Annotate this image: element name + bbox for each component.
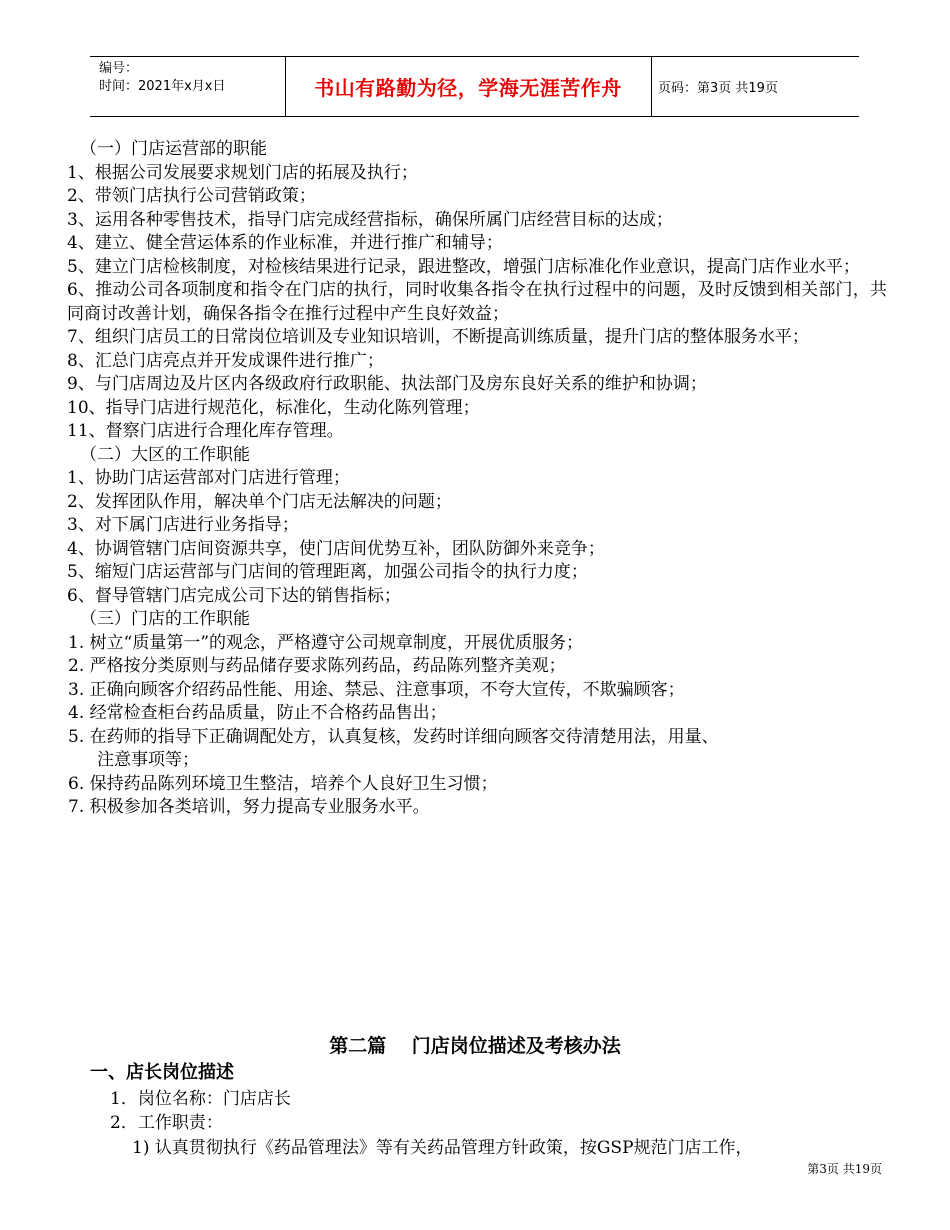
list-item: 2. 严格按分类原则与药品储存要求陈列药品，药品陈列整齐美观； — [68, 656, 566, 676]
list-item: 5. 在药师的指导下正确调配处方，认真复核，发药时详细向顾客交待清楚用法，用量、 — [68, 726, 719, 747]
list-item: 1、根据公司发展要求规划门店的拓展及执行； — [67, 162, 418, 183]
list-item: 4、建立、健全营运体系的作业标准，并进行推广和辅导； — [67, 233, 503, 253]
list-item: 3、对下属门店进行业务指导； — [67, 515, 299, 535]
duty-line: 1) 认真贯彻执行《药品管理法》等有关药品管理方针政策，按GSP规范门店工作， — [132, 1138, 753, 1158]
chapter-title: 第二篇 门店岗位描述及考核办法 — [329, 1035, 621, 1057]
page-header — [90, 56, 859, 117]
section-title: 一、店长岗位描述 — [90, 1062, 234, 1083]
list-item: 3. 正确向顾客介绍药品性能、用途、禁忌、注意事项，不夸大宣传，不欺骗顾客； — [68, 679, 685, 700]
header-motto: 书山有路勤为径，学海无涯苦作舟 — [314, 76, 622, 100]
duties-item: 2．工作职责： — [110, 1113, 223, 1133]
list-item: 6、推动公司各项制度和指令在门店的执行，同时收集各指令在执行过程中的问题，及时反馈到相关部门，共同商讨改善计划，确保各指令在推行过程中产生良好效益； — [67, 280, 887, 324]
list-item: 11、督察门店进行合理化库存管理。 — [67, 421, 344, 441]
list-item: 4. 经常检查柜台药品质量，防止不合格药品售出； — [68, 703, 447, 723]
section-heading: （三）门店的工作职能 — [80, 609, 250, 629]
list-item: 9、与门店周边及片区内各级政府行政职能、执法部门及房东良好关系的维护和协调； — [67, 374, 707, 394]
section-heading: （一）门店运营部的职能 — [80, 139, 267, 159]
header-divider — [285, 57, 286, 116]
list-item: 7. 积极参加各类培训，努力提高专业服务水平。 — [68, 797, 430, 817]
date-label: 时间：2021年x月x日 — [99, 79, 226, 94]
header-divider — [651, 57, 652, 116]
list-item: 3、运用各种零售技术，指导门店完成经营指标，确保所属门店经营目标的达成； — [67, 209, 673, 230]
number-label: 编号： — [99, 61, 139, 76]
list-item: 5、缩短门店运营部与门店间的管理距离，加强公司指令的执行力度； — [67, 562, 588, 582]
list-item: 1. 树立“质量第一”的观念，严格遵守公司规章制度，开展优质服务； — [68, 632, 584, 653]
list-item: 2、带领门店执行公司营销政策； — [67, 186, 316, 206]
list-item: 8、汇总门店亮点并开发成课件进行推广； — [67, 350, 384, 371]
list-item: 6. 保持药品陈列环境卫生整洁，培养个人良好卫生习惯； — [68, 773, 498, 794]
list-item: 1、协助门店运营部对门店进行管理； — [67, 468, 350, 488]
list-item: 5、建立门店检核制度，对检核结果进行记录，跟进整改，增强门店标准化作业意识，提高门店作业水平； — [67, 256, 860, 277]
document-body — [67, 138, 887, 820]
list-item: 7、组织门店员工的日常岗位培训及专业知识培训，不断提高训练质量，提升门店的整体服务水平； — [67, 327, 809, 347]
page-footer: 第3页 共19页 — [807, 1162, 882, 1176]
header-meta — [99, 60, 225, 96]
list-item-continuation: 注意事项等； — [97, 750, 199, 770]
post-name-item: 1．岗位名称：门店店长 — [110, 1089, 291, 1109]
header-page-label: 页码：第3页 共19页 — [658, 81, 778, 96]
section-heading: （二）大区的工作职能 — [80, 444, 250, 465]
list-item: 4、协调管辖门店间资源共享，使门店间优势互补，团队防御外来竞争； — [67, 538, 605, 559]
list-item: 2、发挥团队作用，解决单个门店无法解决的问题； — [67, 491, 452, 512]
list-item: 6、督导管辖门店完成公司下达的销售指标； — [67, 585, 401, 606]
list-item: 10、指导门店进行规范化，标准化，生动化陈列管理； — [67, 397, 480, 418]
